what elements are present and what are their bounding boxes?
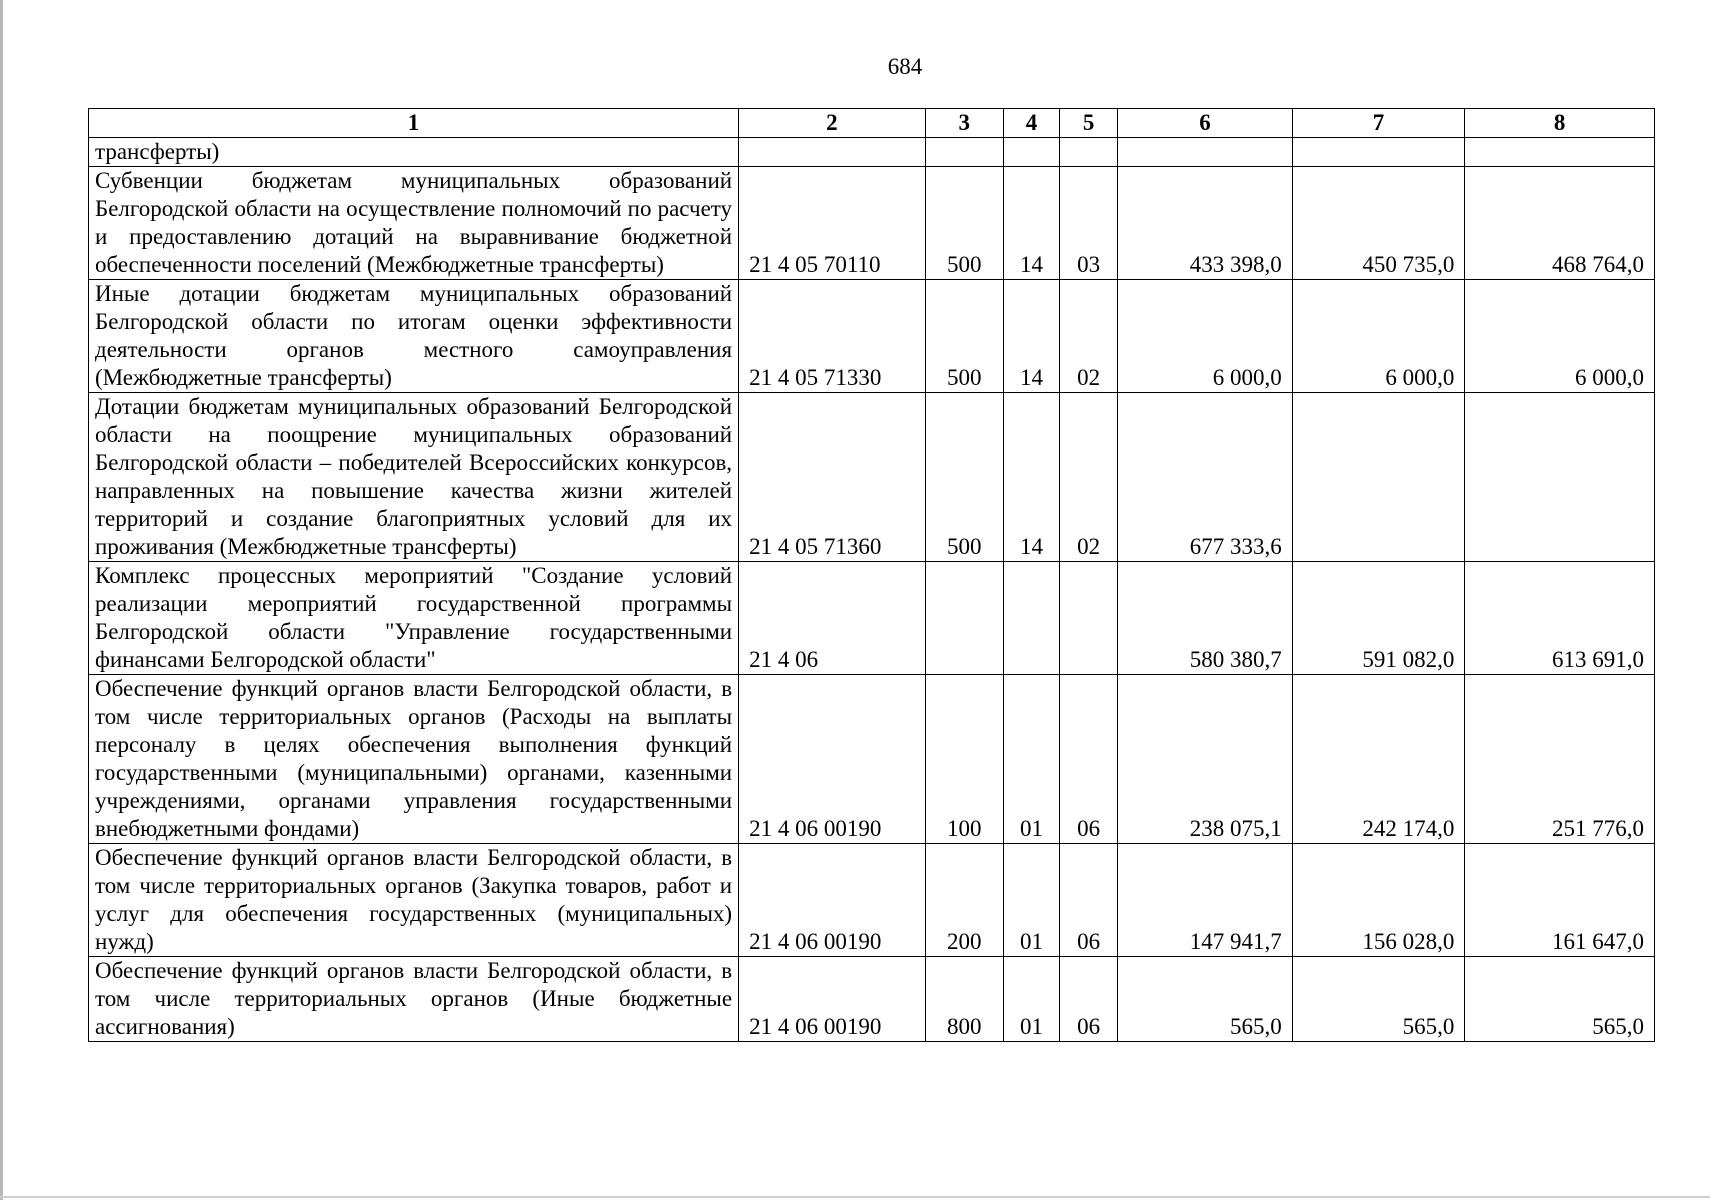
- row-description: Субвенции бюджетам муниципальных образований Белгородской области на осуществление полномочий по расчету и предоставлению дотаций на выравнивание бюджетной обеспеченности поселений (Межбюджетные трансферты): [89, 167, 739, 280]
- amount-col-6: 238 075,1: [1118, 675, 1293, 844]
- expense-type-code: [925, 562, 1003, 675]
- amount-col-6: 433 398,0: [1118, 167, 1293, 280]
- amount-col-6: [1118, 138, 1293, 167]
- target-article-code: 21 4 06: [739, 562, 926, 675]
- subsection-code: 06: [1060, 844, 1118, 957]
- amount-col-8: 613 691,0: [1465, 562, 1655, 675]
- section-code: 14: [1003, 393, 1059, 562]
- section-code: [1003, 138, 1059, 167]
- amount-col-8: 6 000,0: [1465, 280, 1655, 393]
- expense-type-code: 500: [925, 393, 1003, 562]
- amount-col-7: 565,0: [1292, 957, 1465, 1042]
- amount-col-8: 468 764,0: [1465, 167, 1655, 280]
- row-description: Обеспечение функций органов власти Белгородской области, в том числе территориальных органов (Иные бюджетные ассигнования): [89, 957, 739, 1042]
- expense-type-code: 500: [925, 167, 1003, 280]
- amount-col-7: 450 735,0: [1292, 167, 1465, 280]
- subsection-code: [1060, 138, 1118, 167]
- row-description: Дотации бюджетам муниципальных образований Белгородской области на поощрение муниципальных образований Белгородской области – победителей Всероссийских конкурсов, направленных на повышение качества жизни жителей территорий и создание благоприятных условий для их проживания (Межбюджетные трансферты): [89, 393, 739, 562]
- header-row: [89, 109, 1655, 138]
- row-description: Иные дотации бюджетам муниципальных образований Белгородской области по итогам оценки эффективности деятельности органов местного самоуправления (Межбюджетные трансферты): [89, 280, 739, 393]
- table-row: [89, 280, 1655, 393]
- expense-type-code: 100: [925, 675, 1003, 844]
- section-code: [1003, 562, 1059, 675]
- row-description: Комплекс процессных мероприятий "Создание условий реализации мероприятий государственной программы Белгородской области "Управление государственными финансами Белгородской области": [89, 562, 739, 675]
- amount-col-6: 565,0: [1118, 957, 1293, 1042]
- target-article-code: 21 4 05 70110: [739, 167, 926, 280]
- subsection-code: 02: [1060, 393, 1118, 562]
- target-article-code: 21 4 06 00190: [739, 675, 926, 844]
- subsection-code: [1060, 562, 1118, 675]
- header-cell: 6: [1118, 109, 1293, 138]
- amount-col-8: 161 647,0: [1465, 844, 1655, 957]
- amount-col-8: 251 776,0: [1465, 675, 1655, 844]
- amount-col-7: [1292, 138, 1465, 167]
- amount-col-7: [1292, 393, 1465, 562]
- target-article-code: 21 4 06 00190: [739, 957, 926, 1042]
- table-row: [89, 844, 1655, 957]
- row-description: Обеспечение функций органов власти Белгородской области, в том числе территориальных органов (Расходы на выплаты персоналу в целях обеспечения выполнения функций государственными (муниципальными) органами, казенными учреждениями, органами управления государственными внебюджетными фондами): [89, 675, 739, 844]
- row-description: Обеспечение функций органов власти Белгородской области, в том числе территориальных органов (Закупка товаров, работ и услуг для обеспечения государственных (муниципальных) нужд): [89, 844, 739, 957]
- amount-col-8: 565,0: [1465, 957, 1655, 1042]
- subsection-code: 03: [1060, 167, 1118, 280]
- table-row: [89, 562, 1655, 675]
- section-code: 01: [1003, 675, 1059, 844]
- amount-col-8: [1465, 138, 1655, 167]
- section-code: 14: [1003, 280, 1059, 393]
- amount-col-8: [1465, 393, 1655, 562]
- table-row: [89, 167, 1655, 280]
- header-cell: 8: [1465, 109, 1655, 138]
- expense-type-code: 500: [925, 280, 1003, 393]
- header-cell: 3: [925, 109, 1003, 138]
- header-cell: 2: [739, 109, 926, 138]
- subsection-code: 02: [1060, 280, 1118, 393]
- table-row: [89, 675, 1655, 844]
- table-row: [89, 393, 1655, 562]
- header-cell: 5: [1060, 109, 1118, 138]
- amount-col-6: 147 941,7: [1118, 844, 1293, 957]
- row-description: трансферты): [89, 138, 739, 167]
- amount-col-7: 6 000,0: [1292, 280, 1465, 393]
- table-row: [89, 957, 1655, 1042]
- amount-col-7: 242 174,0: [1292, 675, 1465, 844]
- target-article-code: [739, 138, 926, 167]
- target-article-code: 21 4 06 00190: [739, 844, 926, 957]
- scan-edge-bottom: [0, 1196, 1710, 1198]
- header-cell: 4: [1003, 109, 1059, 138]
- amount-col-6: 6 000,0: [1118, 280, 1293, 393]
- section-code: 01: [1003, 844, 1059, 957]
- expense-type-code: [925, 138, 1003, 167]
- budget-table: [88, 108, 1655, 1042]
- header-cell: 7: [1292, 109, 1465, 138]
- section-code: 01: [1003, 957, 1059, 1042]
- page-number: 684: [887, 54, 923, 79]
- expense-type-code: 200: [925, 844, 1003, 957]
- scan-edge-left: [0, 0, 3, 1200]
- amount-col-7: 156 028,0: [1292, 844, 1465, 957]
- amount-col-6: 677 333,6: [1118, 393, 1293, 562]
- table-row: [89, 138, 1655, 167]
- amount-col-7: 591 082,0: [1292, 562, 1465, 675]
- subsection-code: 06: [1060, 675, 1118, 844]
- subsection-code: 06: [1060, 957, 1118, 1042]
- target-article-code: 21 4 05 71360: [739, 393, 926, 562]
- header-cell: 1: [89, 109, 739, 138]
- expense-type-code: 800: [925, 957, 1003, 1042]
- amount-col-6: 580 380,7: [1118, 562, 1293, 675]
- target-article-code: 21 4 05 71330: [739, 280, 926, 393]
- section-code: 14: [1003, 167, 1059, 280]
